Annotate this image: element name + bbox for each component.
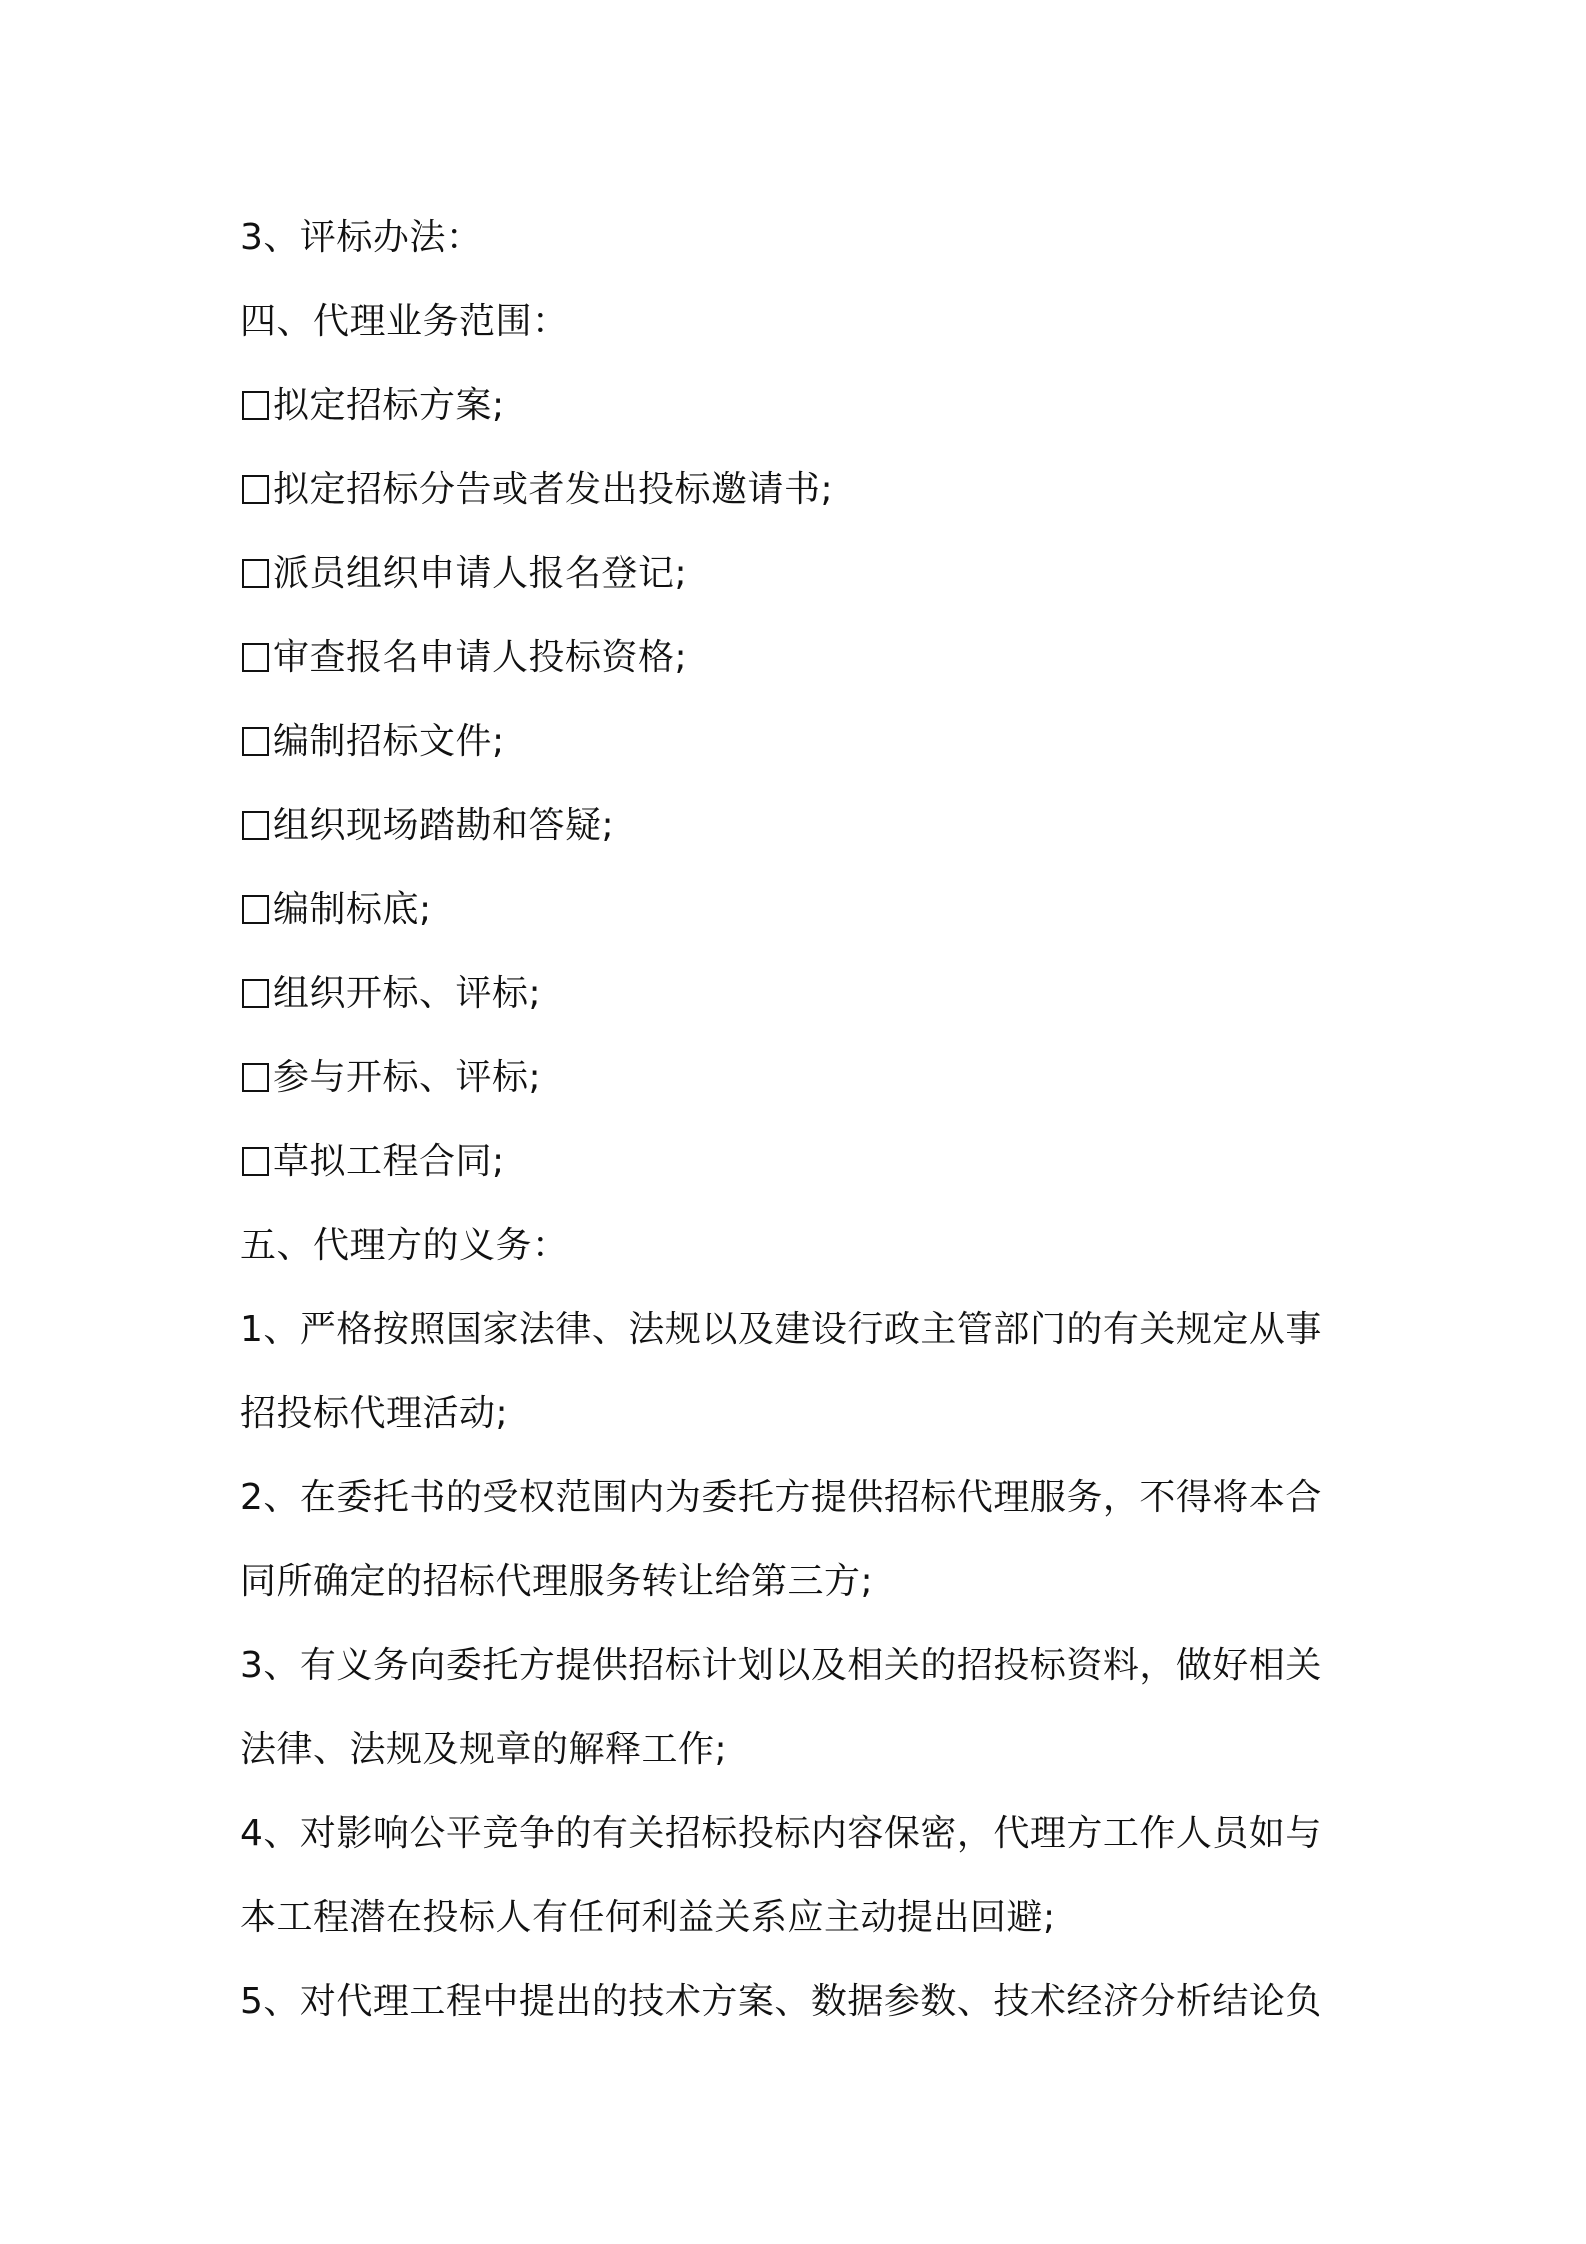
checkbox-icon[interactable]	[242, 391, 269, 420]
text-line: 1、严格按照国家法律、法规以及建设行政主管部门的有关规定从事	[240, 1309, 1322, 1350]
text-line: 3、评标办法：	[240, 217, 483, 258]
checkbox-label: 草拟工程合同;	[273, 1141, 505, 1182]
checkbox-icon[interactable]	[242, 811, 269, 840]
checkbox-item[interactable]	[240, 616, 1360, 700]
text-line: 招投标代理活动;	[240, 1393, 509, 1434]
checkbox-icon[interactable]	[242, 1147, 269, 1176]
checkbox-item[interactable]	[240, 1120, 1360, 1204]
checkbox-item[interactable]	[240, 364, 1360, 448]
checkbox-item[interactable]	[240, 532, 1360, 616]
checkbox-label: 编制招标文件;	[273, 721, 505, 762]
checkbox-item[interactable]	[240, 448, 1360, 532]
text-line: 同所确定的招标代理服务转让给第三方;	[240, 1561, 874, 1602]
text-line: 4、对影响公平竞争的有关招标投标内容保密，代理方工作人员如与	[240, 1813, 1322, 1854]
checkbox-label: 派员组织申请人报名登记;	[273, 553, 688, 594]
checkbox-icon[interactable]	[242, 1063, 269, 1092]
checkbox-icon[interactable]	[242, 727, 269, 756]
checkbox-label: 拟定招标方案;	[273, 385, 505, 426]
checkbox-icon[interactable]	[242, 895, 269, 924]
checkbox-item[interactable]	[240, 868, 1360, 952]
checkbox-label: 参与开标、评标;	[273, 1057, 542, 1098]
text-line: 3、有义务向委托方提供招标计划以及相关的招投标资料，做好相关	[240, 1645, 1322, 1686]
checkbox-icon[interactable]	[242, 475, 269, 504]
section-heading: 四、代理业务范围：	[240, 301, 569, 342]
checkbox-label: 组织开标、评标;	[273, 973, 542, 1014]
document-body	[240, 196, 1360, 2044]
checkbox-item[interactable]	[240, 952, 1360, 1036]
checkbox-label: 组织现场踏勘和答疑;	[273, 805, 615, 846]
checkbox-item[interactable]	[240, 1036, 1360, 1120]
checkbox-label: 编制标底;	[273, 889, 432, 930]
checkbox-item[interactable]	[240, 784, 1360, 868]
section-heading: 五、代理方的义务：	[240, 1225, 569, 1266]
text-line: 法律、法规及规章的解释工作;	[240, 1729, 728, 1770]
checkbox-icon[interactable]	[242, 643, 269, 672]
checkbox-item[interactable]	[240, 700, 1360, 784]
checkbox-icon[interactable]	[242, 559, 269, 588]
checkbox-label: 拟定招标分告或者发出投标邀请书;	[273, 469, 834, 510]
text-line: 5、对代理工程中提出的技术方案、数据参数、技术经济分析结论负	[240, 1981, 1322, 2022]
text-line: 2、在委托书的受权范围内为委托方提供招标代理服务，不得将本合	[240, 1477, 1322, 1518]
text-line: 本工程潜在投标人有任何利益关系应主动提出回避;	[240, 1897, 1056, 1938]
checkbox-label: 审查报名申请人投标资格;	[273, 637, 688, 678]
checkbox-icon[interactable]	[242, 979, 269, 1008]
